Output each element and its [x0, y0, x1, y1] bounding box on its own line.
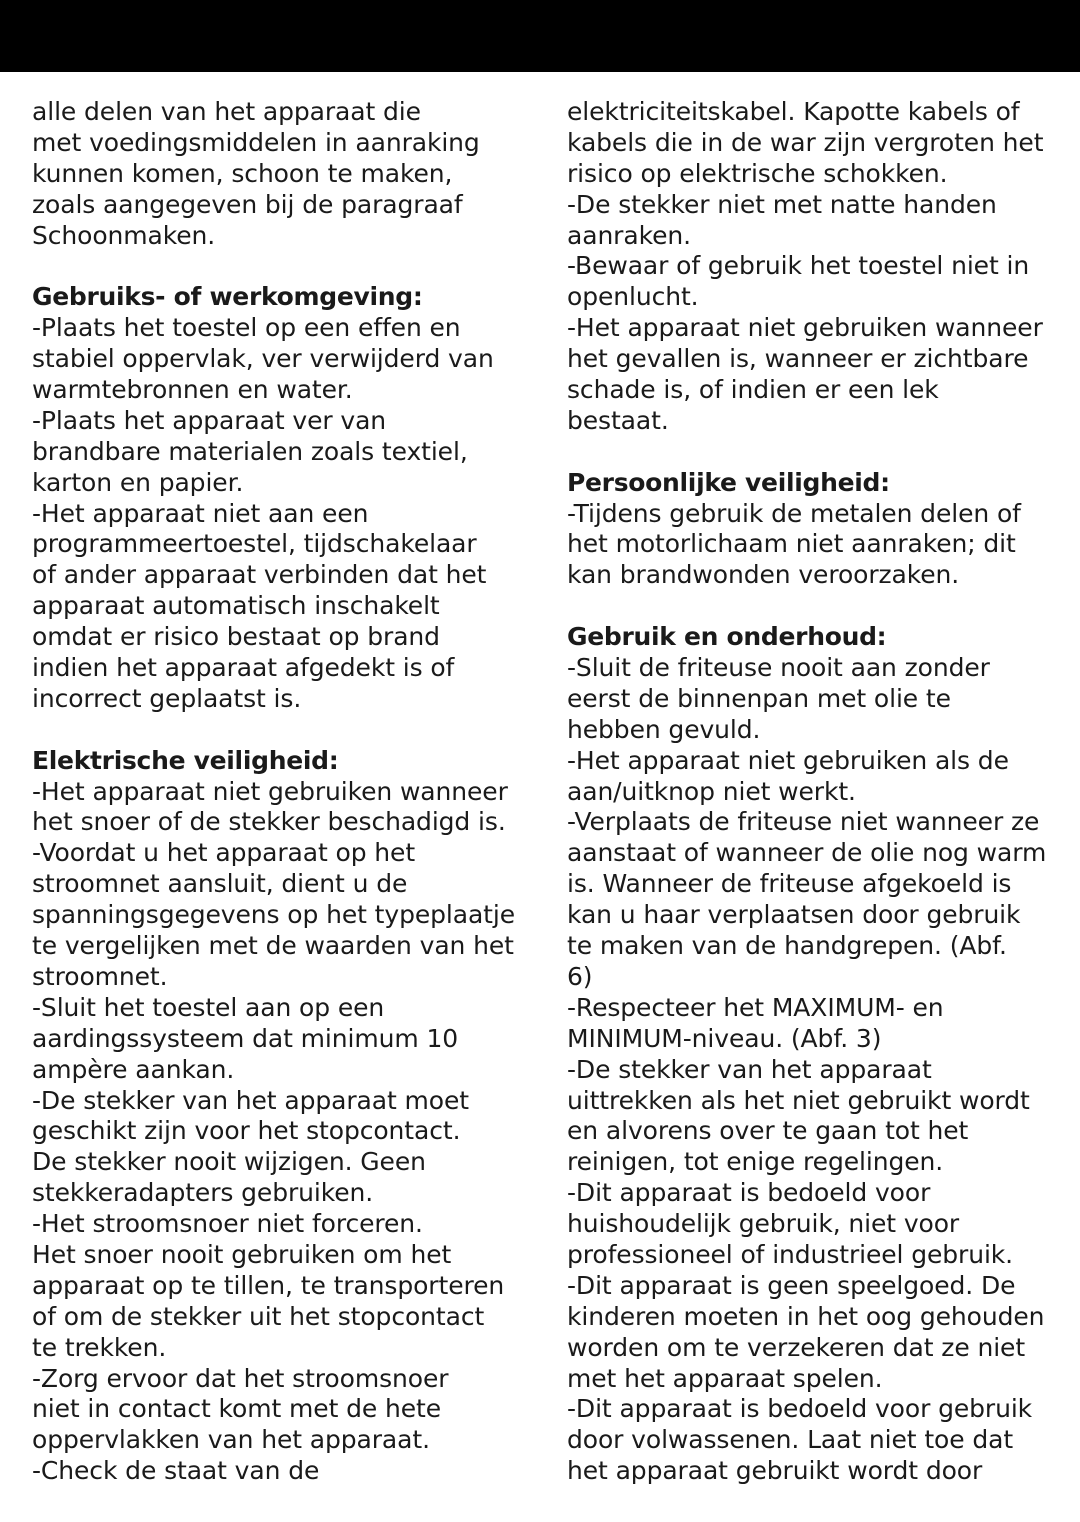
text-line: 6)	[567, 961, 593, 991]
section-heading: Elektrische veiligheid:	[32, 745, 339, 775]
text-line: De stekker nooit wijzigen. Geen	[32, 1147, 426, 1177]
text-line: te trekken.	[32, 1332, 167, 1362]
text-line: is. Wanneer de friteuse afgekoeld is	[567, 869, 1012, 899]
text-line: het snoer of de stekker beschadigd is.	[32, 807, 506, 837]
text-line: aan/uitknop niet werkt.	[567, 776, 856, 806]
text-line: apparaat automatisch inschakelt	[32, 591, 440, 621]
text-line: aardingssysteem dat minimum 10	[32, 1023, 459, 1053]
text-line: met voedingsmiddelen in aanraking	[32, 127, 480, 157]
text-line: zoals aangegeven bij de paragraaf	[32, 189, 463, 219]
text-line: kinderen moeten in het oog gehouden	[567, 1301, 1045, 1331]
text-line: stekkeradapters gebruiken.	[32, 1178, 374, 1208]
text-line: incorrect geplaatst is.	[32, 683, 302, 713]
text-line: of om de stekker uit het stopcontact	[32, 1301, 485, 1331]
text-line: aanraken.	[567, 220, 691, 250]
text-line: stroomnet aansluit, dient u de	[32, 869, 408, 899]
text-line: niet in contact komt met de hete	[32, 1394, 442, 1424]
text-line: -Het apparaat niet gebruiken wanneer	[32, 776, 508, 806]
text-line: stabiel oppervlak, ver verwijderd van	[32, 344, 494, 374]
text-line: programmeertoestel, tijdschakelaar	[32, 529, 477, 559]
text-line: -Plaats het toestel op een effen en	[32, 313, 461, 343]
blank-line	[32, 715, 532, 746]
text-line: met het apparaat spelen.	[567, 1363, 883, 1393]
text-line: Het snoer nooit gebruiken om het	[32, 1239, 452, 1269]
text-line: openlucht.	[567, 282, 699, 312]
text-line: ampère aankan.	[32, 1054, 235, 1084]
text-line: -Het apparaat niet gebruiken als de	[567, 745, 1009, 775]
text-line: omdat er risico bestaat op brand	[32, 622, 440, 652]
text-line: indien het apparaat afgedekt is of	[32, 653, 455, 683]
text-line: bestaat.	[567, 405, 669, 435]
text-line: -Verplaats de friteuse niet wanneer ze	[567, 807, 1040, 837]
left-text-column	[32, 97, 532, 1487]
section-heading: Persoonlijke veiligheid:	[567, 467, 890, 497]
text-line: kunnen komen, schoon te maken,	[32, 158, 453, 188]
section-heading: Gebruik en onderhoud:	[567, 622, 887, 652]
text-line: warmtebronnen en water.	[32, 375, 353, 405]
text-line: eerst de binnenpan met olie te	[567, 683, 951, 713]
text-line: stroomnet.	[32, 961, 168, 991]
text-line: alle delen van het apparaat die	[32, 97, 421, 126]
text-line: -Sluit het toestel aan op een	[32, 992, 385, 1022]
text-line: risico op elektrische schokken.	[567, 158, 948, 188]
text-line: -Dit apparaat is geen speelgoed. De	[567, 1270, 1016, 1300]
text-line: het gevallen is, wanneer er zichtbare	[567, 344, 1029, 374]
text-line: -Het apparaat niet aan een	[32, 498, 369, 528]
text-line: hebben gevuld.	[567, 714, 761, 744]
section-heading: Gebruiks- of werkomgeving:	[32, 282, 423, 312]
text-line: uittrekken als het niet gebruikt wordt	[567, 1085, 1030, 1115]
blank-line	[567, 437, 1067, 468]
text-line: het apparaat gebruikt wordt door	[567, 1456, 983, 1486]
text-line: -Sluit de friteuse nooit aan zonder	[567, 653, 990, 683]
text-line: en alvorens over te gaan tot het	[567, 1116, 969, 1146]
text-line: spanningsgegevens op het typeplaatje	[32, 900, 515, 930]
text-line: of ander apparaat verbinden dat het	[32, 560, 487, 590]
text-line: -De stekker van het apparaat moet	[32, 1085, 469, 1115]
text-line: -De stekker niet met natte handen	[567, 189, 997, 219]
text-line: oppervlakken van het apparaat.	[32, 1425, 430, 1455]
text-line: te maken van de handgrepen. (Abf.	[567, 931, 1007, 961]
text-line: -Bewaar of gebruik het toestel niet in	[567, 251, 1030, 281]
text-line: -Dit apparaat is bedoeld voor gebruik	[567, 1394, 1033, 1424]
text-line: schade is, of indien er een lek	[567, 375, 939, 405]
text-line: -Dit apparaat is bedoeld voor	[567, 1178, 931, 1208]
right-text-column	[567, 97, 1067, 1487]
text-line: -Check de staat van de	[32, 1456, 320, 1486]
text-line: aanstaat of wanneer de olie nog warm	[567, 838, 1047, 868]
blank-line	[32, 251, 532, 282]
text-line: -Respecteer het MAXIMUM- en	[567, 992, 944, 1022]
text-line: -Het stroomsnoer niet forceren.	[32, 1209, 423, 1239]
text-line: MINIMUM-niveau. (Abf. 3)	[567, 1023, 882, 1053]
text-line: apparaat op te tillen, te transporteren	[32, 1270, 505, 1300]
text-line: -Voordat u het apparaat op het	[32, 838, 416, 868]
text-line: -Tijdens gebruik de metalen delen of	[567, 498, 1021, 528]
header-bar	[0, 0, 1080, 72]
text-line: elektriciteitskabel. Kapotte kabels of	[567, 97, 1020, 126]
text-line: -Plaats het apparaat ver van	[32, 405, 387, 435]
text-line: kan u haar verplaatsen door gebruik	[567, 900, 1021, 930]
text-line: geschikt zijn voor het stopcontact.	[32, 1116, 461, 1146]
text-line: kabels die in de war zijn vergroten het	[567, 127, 1044, 157]
text-line: kan brandwonden veroorzaken.	[567, 560, 960, 590]
text-line: reinigen, tot enige regelingen.	[567, 1147, 944, 1177]
text-line: brandbare materialen zoals textiel,	[32, 436, 468, 466]
blank-line	[567, 591, 1067, 622]
text-line: -De stekker van het apparaat	[567, 1054, 932, 1084]
text-line: professioneel of industrieel gebruik.	[567, 1239, 1014, 1269]
text-line: door volwassenen. Laat niet toe dat	[567, 1425, 1014, 1455]
text-line: -Het apparaat niet gebruiken wanneer	[567, 313, 1043, 343]
text-line: te vergelijken met de waarden van het	[32, 931, 514, 961]
text-line: Schoonmaken.	[32, 220, 216, 250]
text-line: -Zorg ervoor dat het stroomsnoer	[32, 1363, 449, 1393]
text-line: worden om te verzekeren dat ze niet	[567, 1332, 1026, 1362]
text-line: het motorlichaam niet aanraken; dit	[567, 529, 1016, 559]
text-line: huishoudelijk gebruik, niet voor	[567, 1209, 960, 1239]
text-line: karton en papier.	[32, 467, 244, 497]
